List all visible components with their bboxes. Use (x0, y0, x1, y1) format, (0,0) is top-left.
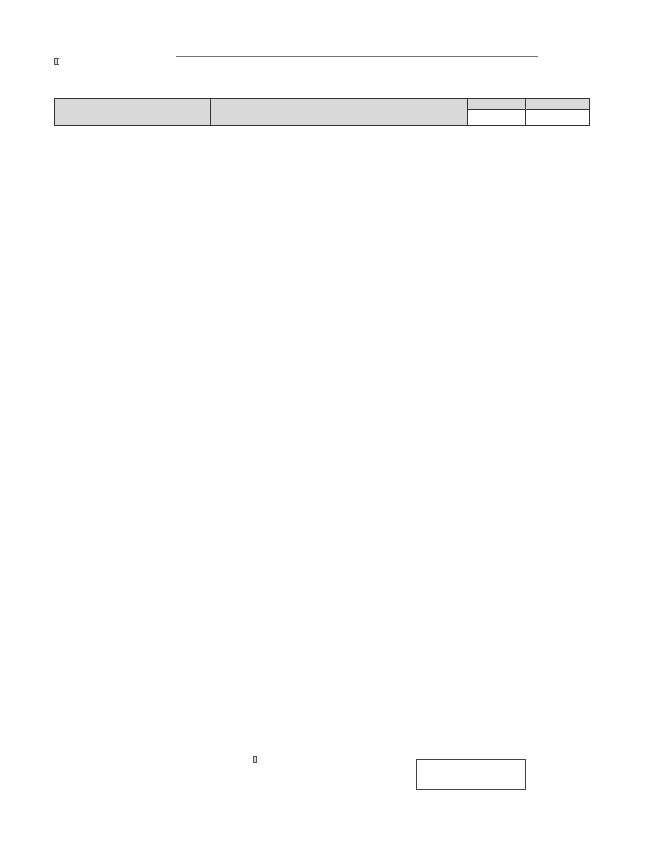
header-center-title (210, 98, 469, 126)
legend-table (253, 756, 257, 763)
signature-box (416, 759, 526, 790)
legend-title (254, 757, 257, 763)
top-rule (176, 56, 538, 57)
ano-value (525, 109, 590, 126)
config-table (54, 58, 120, 65)
header-left-title (54, 98, 212, 126)
mes-value (467, 109, 527, 126)
